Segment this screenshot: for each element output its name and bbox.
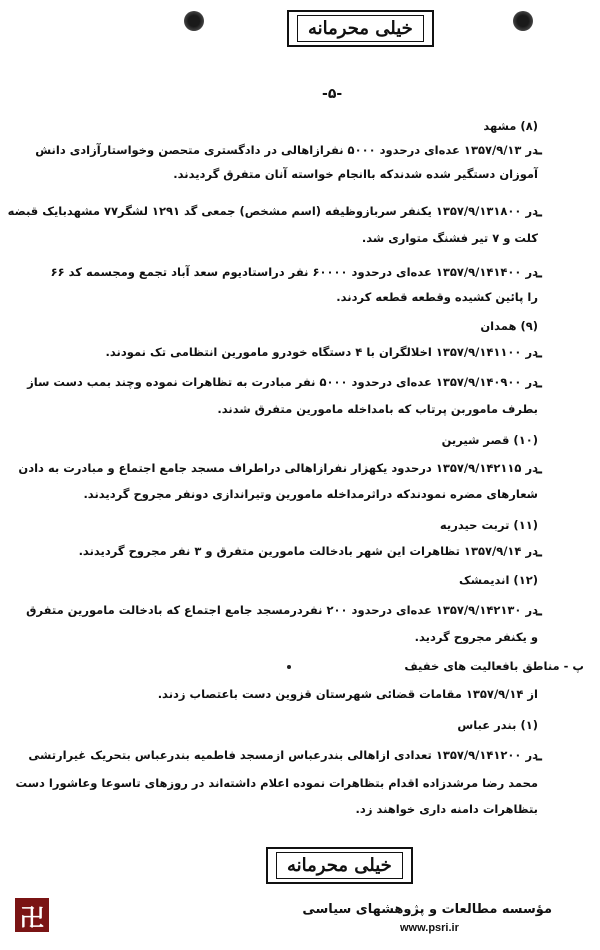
report-line: را پائین کشیده وقطعه قطعه کردند. xyxy=(336,290,538,304)
report-line: بطرف ماموربن پرتاب که بامداخله مامورین متفرق شدند. xyxy=(217,402,538,416)
dash-bullet: – xyxy=(535,376,543,395)
section-heading-torbat-heydarieh: (۱۱) تربت حیدریه xyxy=(439,518,538,532)
bottom-classification-stamp: خیلی محرمانه xyxy=(266,847,413,884)
report-line: در ۱۳۵۷/۹/۱۴۲۱۳۰ عده‌ای درحدود ۲۰۰ نفردرمسجد جامع اجتماع که بادخالت مامورین متفرق xyxy=(26,603,538,617)
section-heading-mashhad: (۸) مشهد xyxy=(483,119,538,133)
dash-bullet: – xyxy=(535,749,543,768)
punch-hole-left xyxy=(184,11,204,31)
dash-bullet: – xyxy=(535,143,543,162)
section-heading-bandar-abbas: (۱) بندر عباس xyxy=(457,718,538,732)
dash-bullet: – xyxy=(535,462,543,481)
page-number: -۵- xyxy=(322,86,343,102)
report-line: در ۱۳۵۷/۹/۱۴ تظاهرات این شهر بادخالت مامورین متفرق و ۳ نفر مجروح گردیدند. xyxy=(78,544,538,558)
ink-dot xyxy=(287,665,291,669)
dash-bullet: – xyxy=(535,604,543,623)
report-line: در ۱۳۵۷/۹/۱۴۱۲۰۰ تعدادی ازاهالی بندرعباس ازمسجد فاطمیه بندرعباس بتحریک غیرارتشی xyxy=(28,748,538,762)
dash-bullet: – xyxy=(535,346,543,365)
section-heading-qasr-shirin: (۱۰) قصر شیرین xyxy=(441,433,538,447)
report-line: در ۱۳۵۷/۹/۱۳ عده‌ای درحدود ۵۰۰۰ نفرازاهالی در دادگستری متحصن وخواستارآزادی دانش xyxy=(35,143,538,157)
top-classification-stamp: خیلی محرمانه xyxy=(287,10,434,47)
institute-logo-icon: 卍 xyxy=(15,898,49,932)
report-line: و یکنفر مجروح گردید. xyxy=(414,630,538,644)
report-line: در ۱۳۵۷/۹/۱۴۲۱۱۵ درحدود یکهزار نفرازاهالی دراطراف مسجد جامع اجتماع و مبادرت به دادن xyxy=(18,461,538,475)
report-line: آموزان دستگیر شده شدندکه باانجام خواسته آنان متفرق گردیدند. xyxy=(173,167,538,181)
report-line: در ۱۳۵۷/۹/۱۴۰۹۰۰ عده‌ای درحدود ۵۰۰۰ نفر مبادرت به تظاهرات نموده وچند بمب دست ساز xyxy=(27,375,538,389)
section-heading-light-activity: پ - مناطق بافعالیت های خفیف xyxy=(404,659,584,673)
report-line: شعارهای مضره نمودندکه دراثرمداخله مامورین وتیراندازی دونفر مجروح گردیدند. xyxy=(83,487,538,501)
institute-name: مؤسسه مطالعات و پژوهشهای سیاسی xyxy=(302,902,552,917)
section-heading-hamedan: (۹) همدان xyxy=(480,319,538,333)
section-heading-andimeshk: (۱۲) اندیمشک xyxy=(459,573,538,587)
dash-bullet: – xyxy=(535,545,543,564)
institute-url[interactable]: www.psri.ir xyxy=(400,922,459,934)
report-line: محمد رضا مرشدزاده اقدام بتظاهرات نموده اعلام داشته‌اند در روزهای تاسوعا وعاشورا دست xyxy=(15,776,538,790)
dash-bullet: – xyxy=(535,205,543,224)
report-line: کلت و ۷ تیر فشنگ متواری شد. xyxy=(361,231,538,245)
punch-hole-right xyxy=(513,11,533,31)
report-line: در ۱۳۵۷/۹/۱۴۱۱۰۰ اخلالگران با ۴ دستگاه خودرو مامورین انتظامی تک نمودند. xyxy=(105,345,538,359)
report-line: بتظاهرات دامنه داری خواهند زد. xyxy=(355,802,538,816)
dash-bullet: – xyxy=(535,266,543,285)
report-line: از ۱۳۵۷/۹/۱۴ مقامات قضائی شهرستان قزوین دست باعتصاب زدند. xyxy=(157,687,538,701)
report-line: در ۱۳۵۷/۹/۱۴۱۴۰۰ عده‌ای درحدود ۶۰۰۰۰ نفر دراستادیوم سعد آباد تجمع ومجسمه کد ۶۶ xyxy=(50,265,538,279)
report-line: در ۱۳۵۷/۹/۱۳۱۸۰۰ یکنفر سربازوظیفه (اسم مشخص) جمعی گد ۱۲۹۱ لشگر۷۷ مشهدبایک قبضه xyxy=(7,204,538,218)
